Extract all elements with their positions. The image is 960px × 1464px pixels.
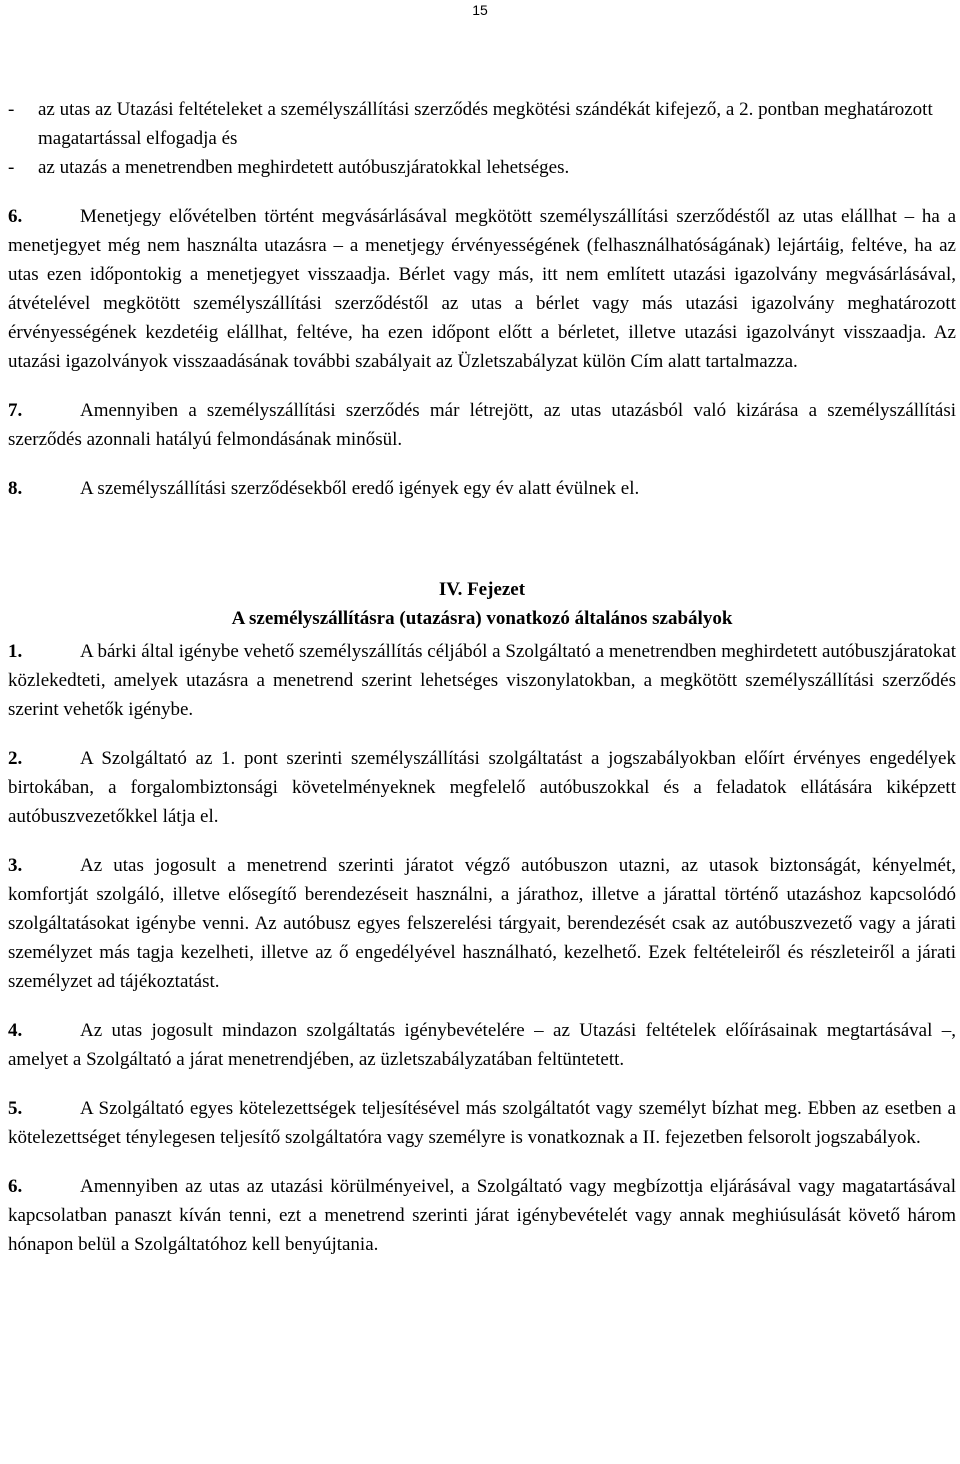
paragraph-text: Az utas jogosult a menetrend szerinti járatot végző autóbuszon utazni, az utasok biztonságát, kényelmét, komfortját szolgáló, illetve elősegítő berendezéseit használni, a járathoz, illetve a járattal történő utazáshoz kapcsolódó szolgáltatásokat igénybe venni. Az autóbusz egyes felszerelési tárgyait, berendezését csak az autóbuszvezető vagy a járati személyzet más tagja kezelheti, illetve az ő engedélyével használható, kezelhető. Ezek feltételeiről és részleteiről a járati személyzet ad tájékoztatást. [8, 855, 956, 992]
paragraph-text: Amennyiben a személyszállítási szerződés már létrejött, az utas utazásból való kizárása a személyszállítási szerződés azonnali hatályú felmondásának minősül. [8, 400, 956, 450]
paragraph-8-limitation [8, 474, 956, 503]
paragraph-number: 5. [8, 1098, 23, 1119]
paragraph-text: Menetjegy elővételben történt megvásárlásával megkötött személyszállítási szerződéstől az utas elállhat – ha a menetjegyet még nem használta utazásra – a menetjegy érvényességének (felhasználhatóságának) lejártáig, feltéve, ha az utas ezen időpontokig a menetjegyet visszaadja. Bérlet vagy más, itt nem említett utazási igazolvány megvásárlásával, átvételével megkötött személyszállítási szerződéstől az utas a bérlet vagy más utazási igazolvány meghatározott érvényességének kezdetéig elállhat, feltéve, ha ezen időpont előtt a bérletet, illetve utazási igazolványt visszaadja. Az utazási igazolványok visszaadásának további szabályait az Üzletszabályzat külön Cím alatt tartalmazza. [8, 206, 956, 372]
paragraph-text: A Szolgáltató az 1. pont szerinti személyszállítási szolgáltatást a jogszabályokban előírt érvényes engedélyek birtokában, a forgalombiztonsági követelményeknek megfelelő autóbuszokkal és a feladatok ellátására kiképzett autóbuszvezetőkkel látja el. [8, 748, 956, 827]
paragraph-number: 3. [8, 855, 23, 876]
chapter-paragraph-4 [8, 1016, 956, 1074]
chapter-paragraph-5 [8, 1094, 956, 1152]
paragraph-7-exclusion [8, 396, 956, 454]
paragraph-number: 6. [8, 206, 23, 227]
paragraph-text: Amennyiben az utas az utazási körülményeivel, a Szolgáltató vagy megbízottja eljárásával vagy magatartásával kapcsolatban panaszt kíván tenni, ezt a menetrend szerinti járat igénybevételét vagy annak meghiúsulását követő három hónapon belül a Szolgáltatóhoz kell benyújtania. [8, 1176, 956, 1255]
chapter-paragraph-6 [8, 1172, 956, 1259]
paragraph-number: 6. [8, 1176, 23, 1197]
paragraph-number: 7. [8, 400, 23, 421]
paragraph-text: Az utas jogosult mindazon szolgáltatás igénybevételére – az Utazási feltételek előírásainak megtartásával –, amelyet a Szolgáltató a járat menetrendjében, az üzletszabályzatában feltüntetett. [8, 1020, 956, 1070]
bullet-text: az utas az Utazási feltételeket a személyszállítási szerződés megkötési szándékát kifejező, a 2. pontban meghatározott magatartással elfogadja és [38, 99, 933, 149]
paragraph-text: A Szolgáltató egyes kötelezettségek teljesítésével más szolgáltatót vagy személyt bízhat meg. Ebben az esetben a kötelezettséget ténylegesen teljesítő szolgáltatóra vagy személyre is vonatkoznak a II. fejezetben felsorolt jogszabályok. [8, 1098, 956, 1148]
chapter-paragraph-2 [8, 744, 956, 831]
paragraph-number: 2. [8, 748, 23, 769]
page-number: 15 [472, 2, 488, 18]
chapter-title: A személyszállításra (utazásra) vonatkozó általános szabályok [231, 608, 733, 629]
paragraph-number: 1. [8, 641, 23, 662]
chapter-number: IV. Fejezet [438, 579, 526, 600]
bullet-item [8, 153, 956, 182]
bullet-dash: - [8, 157, 15, 178]
paragraph-number: 4. [8, 1020, 23, 1041]
paragraph-text: A bárki által igénybe vehető személyszállítás céljából a Szolgáltató a menetrendben meghirdetett autóbuszjáratokat közlekedteti, amelyek utazásra a menetrend szerint lehetséges viszonylatokban, a megkötött személyszállítási szerződés szerint vehetők igénybe. [8, 641, 956, 720]
bullet-text: az utazás a menetrendben meghirdetett autóbuszjáratokkal lehetséges. [38, 157, 570, 178]
paragraph-number: 8. [8, 478, 23, 499]
document-body [8, 95, 956, 1279]
paragraph-text: A személyszállítási szerződésekből eredő igények egy év alatt évülnek el. [80, 478, 640, 499]
bullet-item [8, 95, 956, 153]
chapter-paragraph-3 [8, 851, 956, 996]
bullet-dash: - [8, 99, 15, 120]
chapter-paragraph-1 [8, 637, 956, 724]
paragraph-6-withdrawal [8, 202, 956, 376]
